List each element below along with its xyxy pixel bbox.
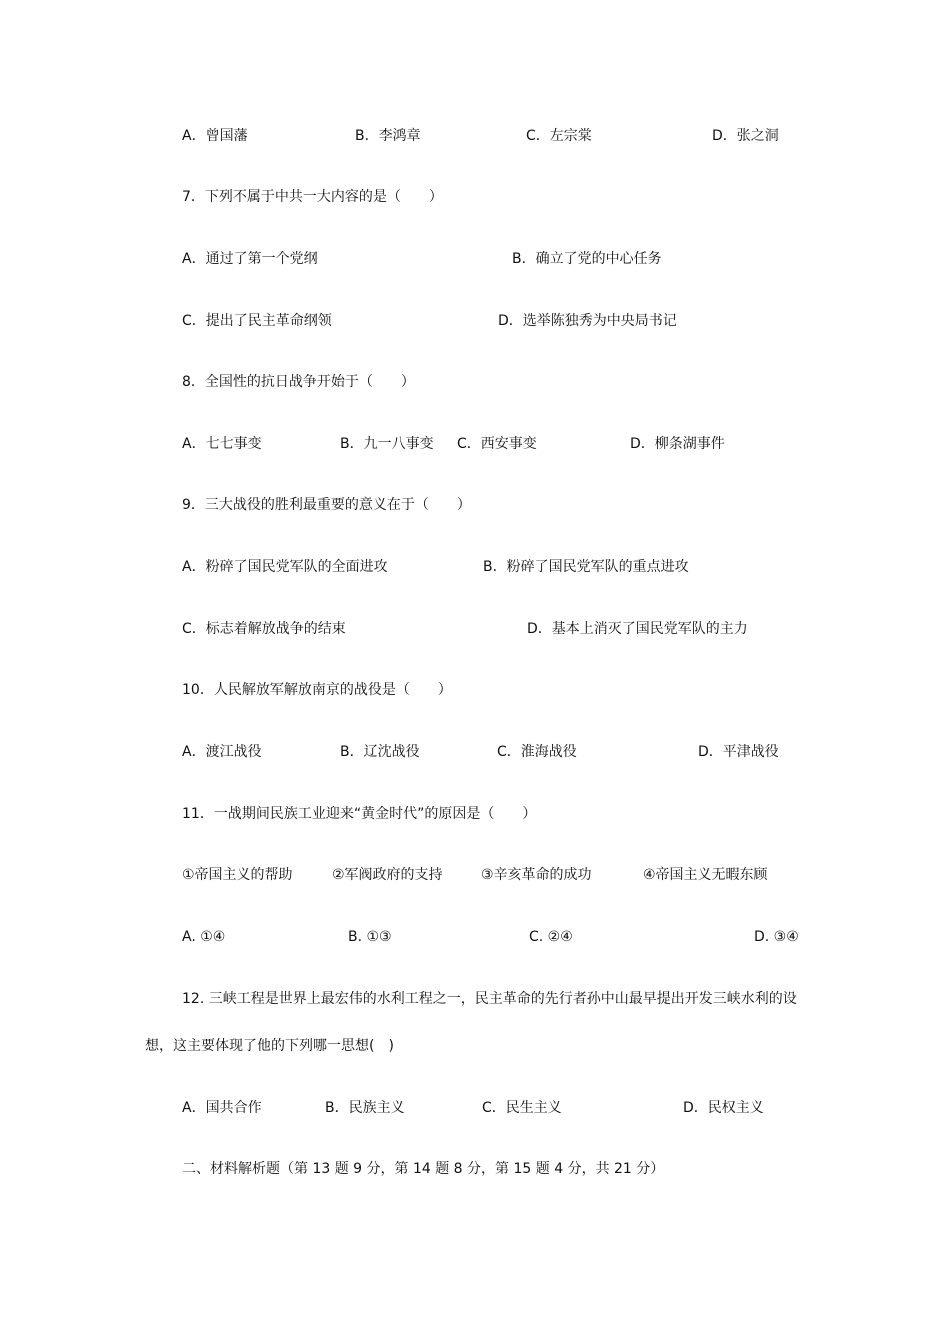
q11-item-2: ②军阀政府的支持	[332, 867, 443, 883]
q11-item-1: ①帝国主义的帮助	[182, 867, 293, 883]
q8-option-c: C．西安事变	[457, 436, 537, 452]
q10-option-d: D．平津战役	[698, 744, 779, 760]
q9-option-b: B．粉碎了国民党军队的重点进攻	[483, 559, 689, 575]
q12-option-d: D．民权主义	[683, 1100, 764, 1116]
q6-option-d: D．张之洞	[712, 128, 779, 144]
q11-item-3: ③辛亥革命的成功	[481, 867, 592, 883]
q11-stem: 11．一战期间民族工业迎来“黄金时代”的原因是（ ）	[182, 806, 537, 822]
q10-option-b: B．辽沈战役	[340, 744, 420, 760]
q6-option-a: A．曾国藩	[182, 128, 248, 144]
q9-stem: 9．三大战役的胜利最重要的意义在于（ ）	[182, 497, 471, 513]
q12-stem-line2: 想，这主要体现了他的下列哪一思想( )	[145, 1038, 394, 1054]
q12-option-c: C．民生主义	[482, 1100, 562, 1116]
q7-option-c: C．提出了民主革命纲领	[182, 313, 332, 329]
q9-option-d: D．基本上消灭了国民党军队的主力	[527, 621, 748, 637]
q7-stem: 7．下列不属于中共一大内容的是（ ）	[182, 189, 443, 205]
q8-option-a: A．七七事变	[182, 436, 262, 452]
q6-option-b: B．李鸿章	[355, 128, 421, 144]
q12-option-b: B．民族主义	[325, 1100, 405, 1116]
q11-item-4: ④帝国主义无暇东顾	[643, 867, 768, 883]
q11-option-c: C. ②④	[529, 929, 573, 945]
section-2-title: 二、材料解析题（第 13 题 9 分，第 14 题 8 分，第 15 题 4 分，共 21 分）	[182, 1161, 665, 1177]
q12-stem-line1: 12. 三峡工程是世界上最宏伟的水利工程之一，民主革命的先行者孙中山最早提出开发三峡水利的设	[182, 991, 797, 1007]
q11-option-b: B. ①③	[348, 929, 392, 945]
q10-option-c: C．淮海战役	[497, 744, 577, 760]
q9-option-a: A．粉碎了国民党军队的全面进攻	[182, 559, 388, 575]
q8-option-b: B．九一八事变	[340, 436, 434, 452]
q7-option-b: B．确立了党的中心任务	[512, 251, 662, 267]
q7-option-d: D．选举陈独秀为中央局书记	[498, 313, 677, 329]
q6-option-c: C．左宗棠	[526, 128, 592, 144]
q10-option-a: A．渡江战役	[182, 744, 262, 760]
q8-option-d: D．柳条湖事件	[630, 436, 725, 452]
q12-option-a: A．国共合作	[182, 1100, 262, 1116]
q7-option-a: A．通过了第一个党纲	[182, 251, 318, 267]
q11-option-d: D. ③④	[754, 929, 799, 945]
q10-stem: 10．人民解放军解放南京的战役是（ ）	[182, 682, 452, 698]
q8-stem: 8．全国性的抗日战争开始于（ ）	[182, 374, 415, 390]
q9-option-c: C．标志着解放战争的结束	[182, 621, 346, 637]
q11-option-a: A. ①④	[182, 929, 226, 945]
